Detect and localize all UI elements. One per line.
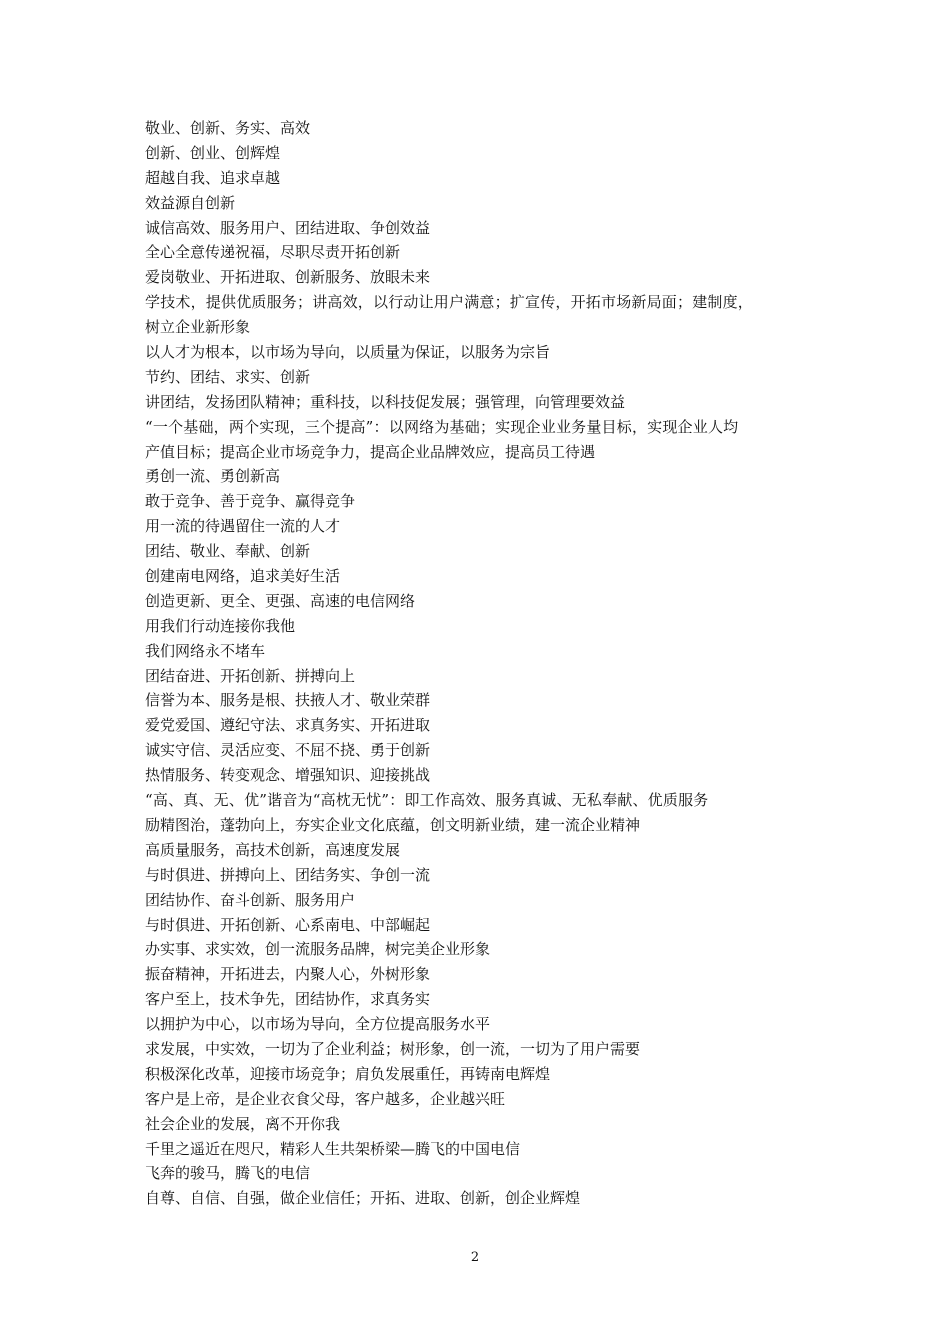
text-line: 爱党爱国、遵纪守法、求真务实、开拓进取 (145, 716, 431, 735)
text-line: 客户至上，技术争先，团结协作，求真务实 (145, 990, 431, 1009)
text-line: 办实事、求实效，创一流服务品牌，树完美企业形象 (145, 940, 491, 959)
text-line: 求发展，中实效，一切为了企业利益；树形象，创一流，一切为了用户需要 (145, 1039, 641, 1058)
text-line: 超越自我、追求卓越 (145, 168, 281, 187)
text-line: 创造更新、更全、更强、高速的电信网络 (145, 591, 416, 610)
text-line: 团结、敬业、奉献、创新 (145, 542, 311, 561)
text-line: 振奋精神，开拓进去，内聚人心，外树形象 (145, 965, 431, 984)
text-line: 节约、团结、求实、创新 (145, 367, 311, 386)
text-line: 以拥护为中心，以市场为导向，全方位提高服务水平 (145, 1015, 491, 1034)
slogan-list (145, 116, 810, 1211)
text-line: 敢于竞争、善于竞争、赢得竞争 (145, 492, 356, 511)
text-line: 团结协作、奋斗创新、服务用户 (145, 890, 356, 909)
text-line: 积极深化改革，迎接市场竞争；肩负发展重任，再铸南电辉煌 (145, 1064, 551, 1083)
text-line: 讲团结，发扬团队精神；重科技，以科技促发展；强管理，向管理要效益 (145, 392, 626, 411)
text-line: 用一流的待遇留住一流的人才 (145, 517, 341, 536)
text-line: 以人才为根本，以市场为导向，以质量为保证，以服务为宗旨 (145, 343, 551, 362)
text-line: 用我们行动连接你我他 (145, 616, 296, 635)
text-line: 团结奋进、开拓创新、拼搏向上 (145, 666, 356, 685)
text-line: 产值目标；提高企业市场竞争力，提高企业品牌效应，提高员工待遇 (145, 442, 596, 461)
text-line: 效益源自创新 (145, 193, 236, 212)
text-line: 创建南电网络，追求美好生活 (145, 567, 341, 586)
text-line: 高质量服务，高技术创新，高速度发展 (145, 840, 401, 859)
text-line: 树立企业新形象 (145, 318, 251, 337)
text-line: 学技术，提供优质服务；讲高效，以行动让用户满意；扩宣传，开拓市场新局面；建制度， (145, 293, 754, 312)
text-line: “一个基础，两个实现，三个提高”：以网络为基础；实现企业业务量目标，实现企业人均 (145, 417, 739, 436)
text-line: 与时俱进、开拓创新、心系南电、中部崛起 (145, 915, 431, 934)
text-line: 自尊、自信、自强，做企业信任；开拓、进取、创新，创企业辉煌 (145, 1189, 581, 1208)
text-line: 勇创一流、勇创新高 (145, 467, 281, 486)
text-line: 与时俱进、拼搏向上、团结务实、争创一流 (145, 865, 431, 884)
text-line: 诚信高效、服务用户、团结进取、争创效益 (145, 218, 431, 237)
text-line: 信誉为本、服务是根、扶掖人才、敬业荣群 (145, 691, 431, 710)
text-line: 飞奔的骏马，腾飞的电信 (145, 1164, 311, 1183)
text-line: 诚实守信、灵活应变、不屈不挠、勇于创新 (145, 741, 431, 760)
text-line: 热情服务、转变观念、增强知识、迎接挑战 (145, 766, 431, 785)
text-line: 爱岗敬业、开拓进取、创新服务、放眼未来 (145, 268, 431, 287)
page-number: 2 (470, 1250, 480, 1265)
text-line: 客户是上帝，是企业衣食父母，客户越多，企业越兴旺 (145, 1089, 506, 1108)
text-line: “高、真、无、优”谐音为“高枕无忧”：即工作高效、服务真诚、无私奉献、优质服务 (145, 791, 709, 810)
text-line: 千里之遥近在咫尺，精彩人生共架桥梁—腾飞的中国电信 (145, 1139, 521, 1158)
text-line: 全心全意传递祝福，尽职尽责开拓创新 (145, 243, 401, 262)
text-line: 创新、创业、创辉煌 (145, 143, 281, 162)
text-line: 敬业、创新、务实、高效 (145, 119, 311, 137)
text-line: 社会企业的发展，离不开你我 (145, 1114, 341, 1133)
text-line: 我们网络永不堵车 (145, 641, 266, 660)
text-line: 励精图治，蓬勃向上，夯实企业文化底蕴，创文明新业绩，建一流企业精神 (145, 815, 641, 834)
